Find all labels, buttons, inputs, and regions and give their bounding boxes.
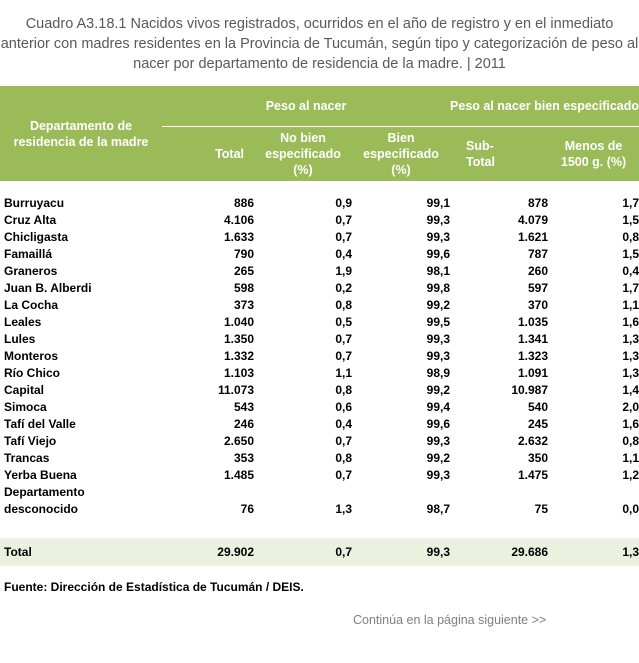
table-row-unknown-values: desconocido 76 1,3 98,7 75 0,0 xyxy=(4,502,639,516)
table-row: Leales 1.040 0,5 99,5 1.035 1,6 xyxy=(4,315,639,329)
table-row: Tafí Viejo 2.650 0,7 99,3 2.632 0,8 xyxy=(4,434,639,448)
header-group-weight: Peso al nacer xyxy=(162,86,450,126)
header-total: Total xyxy=(162,126,254,181)
table-row: Juan B. Alberdi 598 0,2 99,8 597 1,7 xyxy=(4,281,639,295)
table-row: La Cocha 373 0,8 99,2 370 1,1 xyxy=(4,298,639,312)
table-row: Chicligasta 1.633 0,7 99,3 1.621 0,8 xyxy=(4,230,639,244)
table-row: Río Chico 1.103 1,1 98,9 1.091 1,3 xyxy=(4,366,639,380)
header-subtotal: Sub-Total xyxy=(450,126,548,181)
next-page-link[interactable]: Continúa en la página siguiente >> xyxy=(353,613,547,627)
table-title: Cuadro A3.18.1 Nacidos vivos registrados, ocurridos en el año de registro y en el inmediato anterior con madres residentes en la Provincia de Tucumán, según tipo y categorización de peso al nacer por departamento de residencia de la madre. | 2011 xyxy=(0,16,639,72)
table-row: Burruyacu 886 0,9 99,1 878 1,7 xyxy=(4,196,639,210)
header-well: Bien especificado (%) xyxy=(352,126,450,181)
table-row-total: Total 29.902 0,7 99,3 29.686 1,3 xyxy=(0,538,639,566)
table-row: Monteros 1.332 0,7 99,3 1.323 1,3 xyxy=(4,349,639,363)
table-row: Yerba Buena 1.485 0,7 99,3 1.475 1,2 xyxy=(4,468,639,482)
source-note: Fuente: Dirección de Estadística de Tucumán / DEIS. xyxy=(4,580,304,594)
table-row: Simoca 543 0,6 99,4 540 2,0 xyxy=(4,400,639,414)
table-row: Graneros 265 1,9 98,1 260 0,4 xyxy=(4,264,639,278)
header-group-well: Peso al nacer bien especificado xyxy=(450,86,639,126)
header-department: Departamento de residencia de la madre xyxy=(0,86,162,181)
table-header xyxy=(0,86,639,181)
table-row: Cruz Alta 4.106 0,7 99,3 4.079 1,5 xyxy=(4,213,639,227)
data-table xyxy=(0,86,639,566)
table-row: Tafí del Valle 246 0,4 99,6 245 1,6 xyxy=(4,417,639,431)
table-row: Capital 11.073 0,8 99,2 10.987 1,4 xyxy=(4,383,639,397)
table-row: Famaillá 790 0,4 99,6 787 1,5 xyxy=(4,247,639,261)
header-not-well: No bien especificado (%) xyxy=(254,126,352,181)
table-row: Lules 1.350 0,7 99,3 1.341 1,3 xyxy=(4,332,639,346)
header-under1500: Menos de 1500 g. (%) xyxy=(548,126,639,181)
table-row: Trancas 353 0,8 99,2 350 1,1 xyxy=(4,451,639,465)
table-row-unknown: Departamento xyxy=(4,485,85,499)
